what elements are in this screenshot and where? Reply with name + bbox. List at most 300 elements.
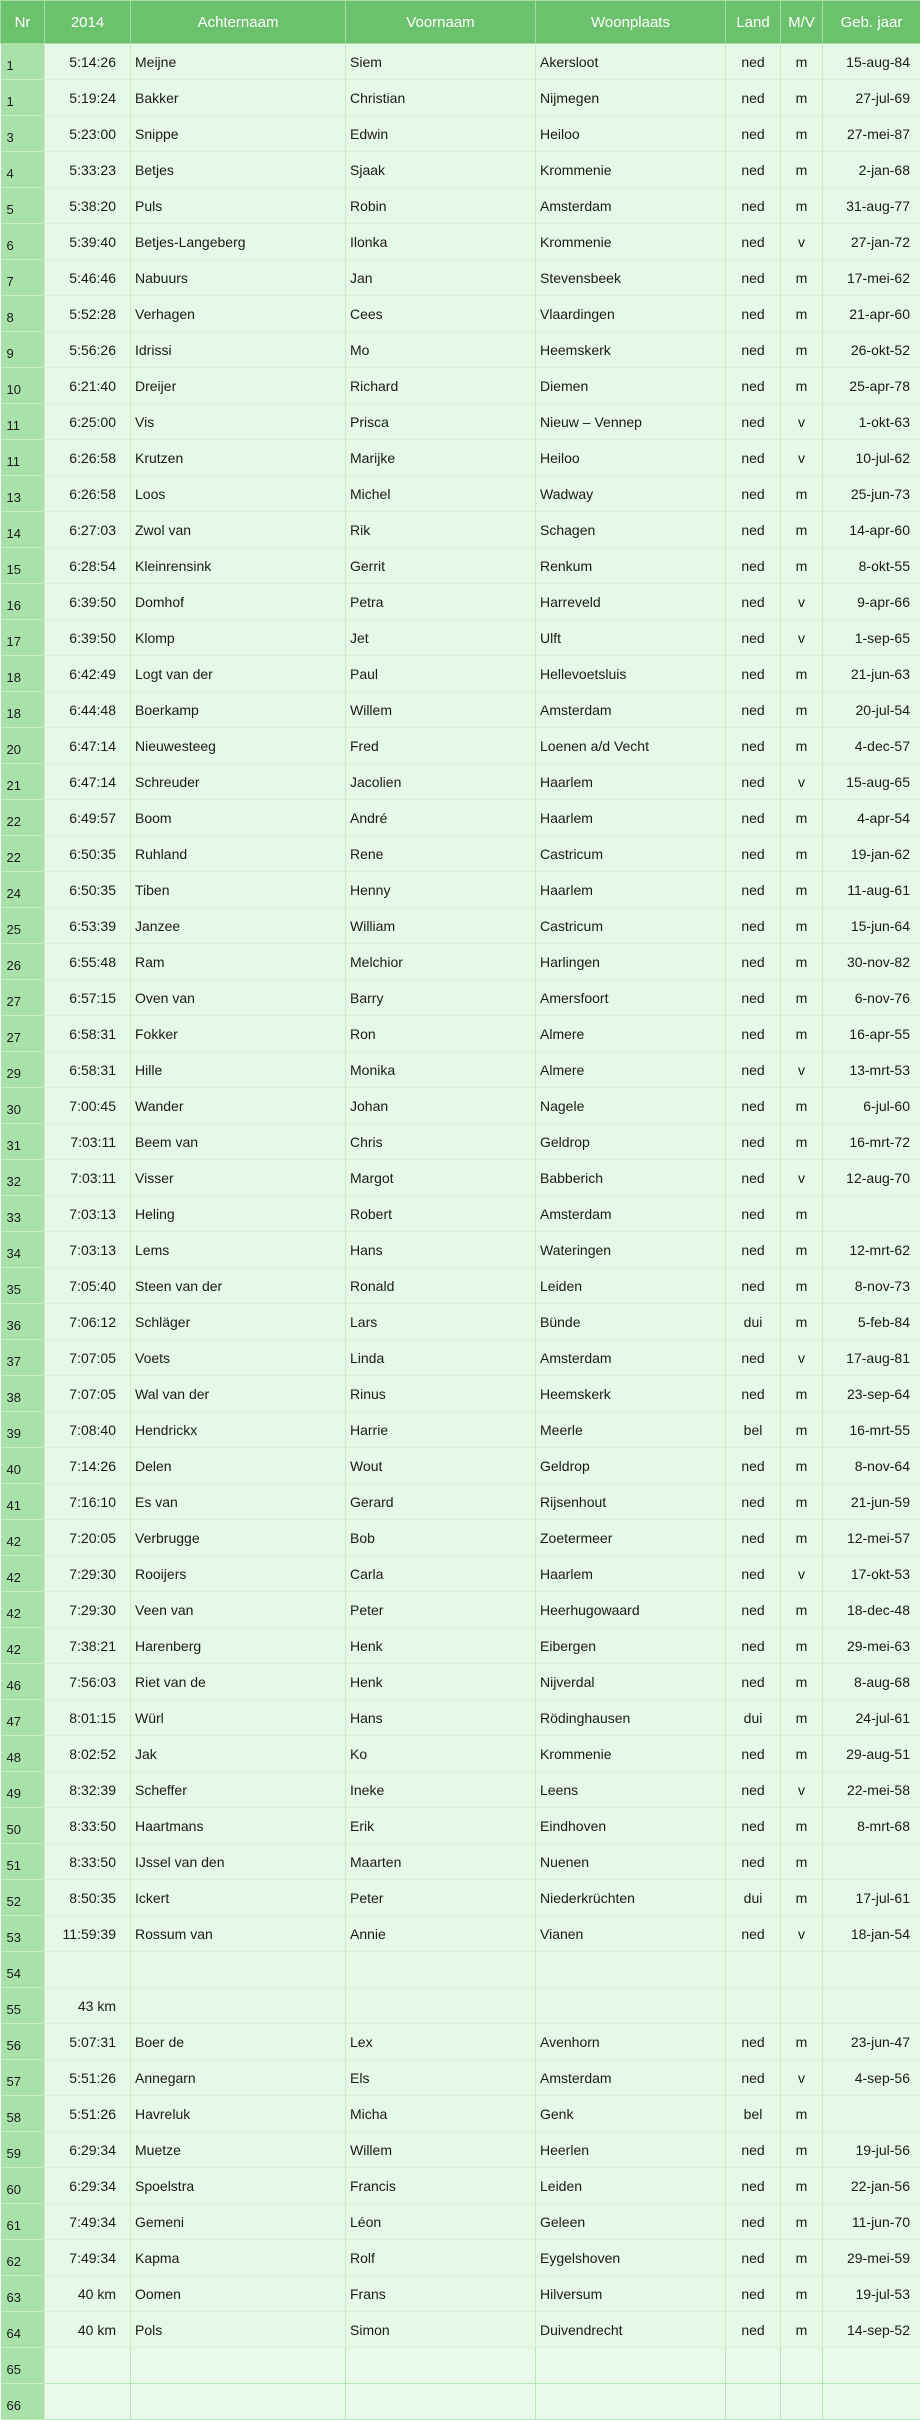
cell-land: ned <box>726 620 781 656</box>
cell-geb-jaar: 8-mrt-68 <box>823 1808 920 1844</box>
table-row <box>1 116 920 152</box>
cell-woonplaats: Krommenie <box>536 224 726 260</box>
cell-time: 6:26:58 <box>45 476 131 512</box>
cell-geb-jaar: 20-jul-54 <box>823 692 920 728</box>
cell-achternaam: Oven van <box>131 980 346 1016</box>
cell-voornaam: Wout <box>346 1448 536 1484</box>
cell-achternaam <box>131 2348 346 2384</box>
cell-geb-jaar: 11-aug-61 <box>823 872 920 908</box>
cell-nr: 9 <box>1 332 45 368</box>
cell-nr: 30 <box>1 1088 45 1124</box>
cell-nr: 34 <box>1 1232 45 1268</box>
cell-voornaam: Jet <box>346 620 536 656</box>
cell-time: 6:39:50 <box>45 620 131 656</box>
cell-time: 7:07:05 <box>45 1340 131 1376</box>
cell-time: 7:38:21 <box>45 1628 131 1664</box>
cell-achternaam: Domhof <box>131 584 346 620</box>
cell-mv <box>781 2348 823 2384</box>
cell-nr: 37 <box>1 1340 45 1376</box>
cell-woonplaats: Renkum <box>536 548 726 584</box>
cell-nr: 7 <box>1 260 45 296</box>
cell-voornaam: Ineke <box>346 1772 536 1808</box>
cell-achternaam: Es van <box>131 1484 346 1520</box>
cell-achternaam: Visser <box>131 1160 346 1196</box>
cell-nr: 36 <box>1 1304 45 1340</box>
cell-time: 8:32:39 <box>45 1772 131 1808</box>
cell-achternaam: Ickert <box>131 1880 346 1916</box>
cell-achternaam: Snippe <box>131 116 346 152</box>
header-woonplaats: Woonplaats <box>536 1 726 44</box>
cell-land: ned <box>726 1376 781 1412</box>
cell-nr: 39 <box>1 1412 45 1448</box>
cell-nr: 27 <box>1 1016 45 1052</box>
table-row <box>1 260 920 296</box>
cell-achternaam: Haartmans <box>131 1808 346 1844</box>
cell-time: 40 km <box>45 2276 131 2312</box>
table-row <box>1 2132 920 2168</box>
cell-geb-jaar: 4-apr-54 <box>823 800 920 836</box>
cell-geb-jaar: 24-jul-61 <box>823 1700 920 1736</box>
cell-voornaam <box>346 1952 536 1988</box>
cell-land: ned <box>726 80 781 116</box>
cell-mv <box>781 1988 823 2024</box>
cell-geb-jaar: 4-dec-57 <box>823 728 920 764</box>
cell-land: ned <box>726 980 781 1016</box>
cell-achternaam: Klomp <box>131 620 346 656</box>
cell-time: 6:50:35 <box>45 872 131 908</box>
cell-geb-jaar: 8-okt-55 <box>823 548 920 584</box>
cell-land: ned <box>726 1124 781 1160</box>
cell-mv: m <box>781 1376 823 1412</box>
cell-mv: m <box>781 1484 823 1520</box>
cell-geb-jaar: 4-sep-56 <box>823 2060 920 2096</box>
cell-woonplaats: Ulft <box>536 620 726 656</box>
cell-land: ned <box>726 728 781 764</box>
cell-time: 7:29:30 <box>45 1592 131 1628</box>
table-row <box>1 368 920 404</box>
cell-woonplaats: Haarlem <box>536 1556 726 1592</box>
cell-time: 7:03:13 <box>45 1232 131 1268</box>
cell-woonplaats: Wadway <box>536 476 726 512</box>
cell-achternaam: Zwol van <box>131 512 346 548</box>
cell-woonplaats: Bünde <box>536 1304 726 1340</box>
cell-geb-jaar: 27-mei-87 <box>823 116 920 152</box>
cell-mv: v <box>781 404 823 440</box>
cell-mv: m <box>781 2096 823 2132</box>
cell-voornaam: Frans <box>346 2276 536 2312</box>
table-row <box>1 1016 920 1052</box>
table-row <box>1 512 920 548</box>
table-row <box>1 1052 920 1088</box>
cell-mv: m <box>781 1448 823 1484</box>
cell-geb-jaar: 16-mrt-72 <box>823 1124 920 1160</box>
cell-geb-jaar: 26-okt-52 <box>823 332 920 368</box>
cell-achternaam: Muetze <box>131 2132 346 2168</box>
cell-land <box>726 2384 781 2420</box>
cell-time: 7:05:40 <box>45 1268 131 1304</box>
cell-achternaam: Boom <box>131 800 346 836</box>
cell-mv: v <box>781 1340 823 1376</box>
cell-voornaam: Rik <box>346 512 536 548</box>
cell-nr: 4 <box>1 152 45 188</box>
cell-woonplaats: Nijverdal <box>536 1664 726 1700</box>
cell-nr: 29 <box>1 1052 45 1088</box>
cell-achternaam: Jak <box>131 1736 346 1772</box>
cell-geb-jaar: 23-jun-47 <box>823 2024 920 2060</box>
cell-land: ned <box>726 512 781 548</box>
cell-mv: m <box>781 368 823 404</box>
cell-mv: v <box>781 1916 823 1952</box>
cell-land: ned <box>726 944 781 980</box>
cell-woonplaats: Heemskerk <box>536 332 726 368</box>
cell-mv: m <box>781 260 823 296</box>
cell-land: ned <box>726 1232 781 1268</box>
cell-time: 6:42:49 <box>45 656 131 692</box>
cell-achternaam: Scheffer <box>131 1772 346 1808</box>
table-row <box>1 2384 920 2420</box>
cell-nr: 15 <box>1 548 45 584</box>
cell-voornaam: Linda <box>346 1340 536 1376</box>
cell-woonplaats: Eindhoven <box>536 1808 726 1844</box>
cell-land: ned <box>726 2132 781 2168</box>
cell-nr: 50 <box>1 1808 45 1844</box>
table-row <box>1 1196 920 1232</box>
cell-mv: m <box>781 44 823 80</box>
cell-nr: 18 <box>1 692 45 728</box>
table-row <box>1 584 920 620</box>
cell-mv: m <box>781 548 823 584</box>
cell-woonplaats: Krommenie <box>536 152 726 188</box>
cell-land: ned <box>726 692 781 728</box>
table-row <box>1 440 920 476</box>
cell-time: 6:49:57 <box>45 800 131 836</box>
table-row <box>1 1304 920 1340</box>
cell-time: 7:08:40 <box>45 1412 131 1448</box>
cell-voornaam: Willem <box>346 692 536 728</box>
cell-mv: m <box>781 152 823 188</box>
cell-mv: v <box>781 2060 823 2096</box>
cell-nr: 42 <box>1 1556 45 1592</box>
cell-geb-jaar: 31-aug-77 <box>823 188 920 224</box>
header-achternaam: Achternaam <box>131 1 346 44</box>
cell-time: 8:02:52 <box>45 1736 131 1772</box>
table-row <box>1 2168 920 2204</box>
cell-mv: m <box>781 512 823 548</box>
cell-mv: m <box>781 2024 823 2060</box>
cell-time: 5:23:00 <box>45 116 131 152</box>
cell-woonplaats: Rödinghausen <box>536 1700 726 1736</box>
cell-achternaam: Riet van de <box>131 1664 346 1700</box>
cell-land: ned <box>726 1448 781 1484</box>
cell-achternaam: Betjes-Langeberg <box>131 224 346 260</box>
cell-land: ned <box>726 1052 781 1088</box>
cell-nr: 66 <box>1 2384 45 2420</box>
cell-geb-jaar: 15-aug-65 <box>823 764 920 800</box>
cell-time: 7:56:03 <box>45 1664 131 1700</box>
cell-voornaam <box>346 2348 536 2384</box>
table-row <box>1 1844 920 1880</box>
cell-land: ned <box>726 1736 781 1772</box>
cell-geb-jaar: 29-aug-51 <box>823 1736 920 1772</box>
cell-time: 5:33:23 <box>45 152 131 188</box>
cell-mv: v <box>781 1772 823 1808</box>
cell-land <box>726 2348 781 2384</box>
cell-time: 7:16:10 <box>45 1484 131 1520</box>
cell-mv: v <box>781 620 823 656</box>
cell-achternaam: Harenberg <box>131 1628 346 1664</box>
cell-time: 7:03:11 <box>45 1124 131 1160</box>
cell-woonplaats: Nagele <box>536 1088 726 1124</box>
cell-nr: 53 <box>1 1916 45 1952</box>
cell-voornaam: Margot <box>346 1160 536 1196</box>
cell-mv: m <box>781 1808 823 1844</box>
cell-achternaam: Dreijer <box>131 368 346 404</box>
cell-voornaam: Jan <box>346 260 536 296</box>
cell-time: 7:14:26 <box>45 1448 131 1484</box>
table-row <box>1 1340 920 1376</box>
cell-geb-jaar: 25-jun-73 <box>823 476 920 512</box>
cell-mv: m <box>781 800 823 836</box>
cell-achternaam: Beem van <box>131 1124 346 1160</box>
cell-voornaam: Rolf <box>346 2240 536 2276</box>
table-row <box>1 1592 920 1628</box>
cell-mv <box>781 2384 823 2420</box>
header-mv: M/V <box>781 1 823 44</box>
cell-achternaam: Havreluk <box>131 2096 346 2132</box>
cell-voornaam: Hans <box>346 1232 536 1268</box>
cell-nr: 38 <box>1 1376 45 1412</box>
cell-nr: 33 <box>1 1196 45 1232</box>
cell-voornaam: Léon <box>346 2204 536 2240</box>
cell-land: dui <box>726 1304 781 1340</box>
cell-nr: 42 <box>1 1628 45 1664</box>
cell-mv: m <box>781 2204 823 2240</box>
cell-geb-jaar: 19-jan-62 <box>823 836 920 872</box>
table-row <box>1 1232 920 1268</box>
cell-voornaam: Carla <box>346 1556 536 1592</box>
cell-time: 8:01:15 <box>45 1700 131 1736</box>
cell-time: 6:21:40 <box>45 368 131 404</box>
cell-voornaam: Erik <box>346 1808 536 1844</box>
cell-geb-jaar: 17-aug-81 <box>823 1340 920 1376</box>
cell-nr: 65 <box>1 2348 45 2384</box>
cell-woonplaats: Eygelshoven <box>536 2240 726 2276</box>
cell-mv: m <box>781 656 823 692</box>
cell-geb-jaar: 10-jul-62 <box>823 440 920 476</box>
cell-land: ned <box>726 2276 781 2312</box>
cell-woonplaats: Amsterdam <box>536 1196 726 1232</box>
cell-geb-jaar: 8-nov-73 <box>823 1268 920 1304</box>
cell-woonplaats: Geldrop <box>536 1124 726 1160</box>
cell-nr: 56 <box>1 2024 45 2060</box>
cell-achternaam: Heling <box>131 1196 346 1232</box>
cell-nr: 62 <box>1 2240 45 2276</box>
cell-achternaam: Ram <box>131 944 346 980</box>
cell-land: ned <box>726 1088 781 1124</box>
header-row <box>1 1 920 44</box>
cell-geb-jaar: 8-nov-64 <box>823 1448 920 1484</box>
cell-land: ned <box>726 404 781 440</box>
cell-time: 5:14:26 <box>45 44 131 80</box>
cell-mv: m <box>781 2312 823 2348</box>
cell-land <box>726 1952 781 1988</box>
cell-achternaam: Schreuder <box>131 764 346 800</box>
cell-woonplaats <box>536 2384 726 2420</box>
cell-land: dui <box>726 1700 781 1736</box>
cell-time <box>45 2348 131 2384</box>
cell-nr: 22 <box>1 800 45 836</box>
table-row <box>1 332 920 368</box>
cell-mv: m <box>781 2276 823 2312</box>
table-row <box>1 224 920 260</box>
cell-time: 6:27:03 <box>45 512 131 548</box>
cell-land: bel <box>726 1412 781 1448</box>
cell-achternaam: Logt van der <box>131 656 346 692</box>
cell-time: 8:50:35 <box>45 1880 131 1916</box>
cell-voornaam: Gerrit <box>346 548 536 584</box>
cell-woonplaats: Heemskerk <box>536 1376 726 1412</box>
cell-achternaam <box>131 1988 346 2024</box>
cell-woonplaats: Heiloo <box>536 116 726 152</box>
cell-voornaam: Rinus <box>346 1376 536 1412</box>
cell-woonplaats: Zoetermeer <box>536 1520 726 1556</box>
cell-achternaam: Tiben <box>131 872 346 908</box>
cell-voornaam: Marijke <box>346 440 536 476</box>
cell-mv: v <box>781 1160 823 1196</box>
table-row <box>1 2060 920 2096</box>
table-row <box>1 1772 920 1808</box>
cell-voornaam: Henk <box>346 1664 536 1700</box>
cell-land: ned <box>726 296 781 332</box>
cell-time: 5:52:28 <box>45 296 131 332</box>
cell-land: ned <box>726 548 781 584</box>
cell-woonplaats <box>536 2348 726 2384</box>
cell-voornaam: Richard <box>346 368 536 404</box>
cell-geb-jaar: 27-jan-72 <box>823 224 920 260</box>
cell-woonplaats: Castricum <box>536 908 726 944</box>
cell-geb-jaar: 21-jun-63 <box>823 656 920 692</box>
cell-voornaam: Paul <box>346 656 536 692</box>
cell-land: ned <box>726 1844 781 1880</box>
cell-mv: v <box>781 1556 823 1592</box>
cell-nr: 11 <box>1 404 45 440</box>
cell-achternaam: Veen van <box>131 1592 346 1628</box>
cell-geb-jaar <box>823 2348 920 2384</box>
cell-achternaam: Bakker <box>131 80 346 116</box>
cell-geb-jaar <box>823 2384 920 2420</box>
header-geb-jaar: Geb. jaar <box>823 1 920 44</box>
cell-voornaam: Robert <box>346 1196 536 1232</box>
cell-woonplaats: Amsterdam <box>536 188 726 224</box>
cell-time: 6:53:39 <box>45 908 131 944</box>
cell-woonplaats: Harreveld <box>536 584 726 620</box>
table-row <box>1 1952 920 1988</box>
cell-geb-jaar: 17-mei-62 <box>823 260 920 296</box>
table-row <box>1 2096 920 2132</box>
table-row <box>1 1160 920 1196</box>
cell-nr: 18 <box>1 656 45 692</box>
cell-nr: 41 <box>1 1484 45 1520</box>
cell-geb-jaar: 21-apr-60 <box>823 296 920 332</box>
cell-mv: m <box>781 116 823 152</box>
cell-mv: m <box>781 2168 823 2204</box>
cell-voornaam: Peter <box>346 1880 536 1916</box>
cell-nr: 55 <box>1 1988 45 2024</box>
cell-voornaam: Simon <box>346 2312 536 2348</box>
cell-nr: 61 <box>1 2204 45 2240</box>
cell-achternaam: Gemeni <box>131 2204 346 2240</box>
cell-mv: m <box>781 692 823 728</box>
cell-time: 6:28:54 <box>45 548 131 584</box>
cell-geb-jaar: 16-mrt-55 <box>823 1412 920 1448</box>
cell-geb-jaar <box>823 1952 920 1988</box>
cell-geb-jaar <box>823 1988 920 2024</box>
cell-voornaam: Bob <box>346 1520 536 1556</box>
cell-land: ned <box>726 2204 781 2240</box>
table-row <box>1 728 920 764</box>
cell-time: 8:33:50 <box>45 1844 131 1880</box>
table-row <box>1 1268 920 1304</box>
cell-geb-jaar: 22-jan-56 <box>823 2168 920 2204</box>
table-row <box>1 1448 920 1484</box>
cell-time: 43 km <box>45 1988 131 2024</box>
cell-mv: m <box>781 836 823 872</box>
cell-achternaam <box>131 2384 346 2420</box>
cell-voornaam: Hans <box>346 1700 536 1736</box>
table-row <box>1 1412 920 1448</box>
cell-mv: m <box>781 1016 823 1052</box>
cell-nr: 24 <box>1 872 45 908</box>
cell-geb-jaar <box>823 1844 920 1880</box>
cell-woonplaats: Krommenie <box>536 1736 726 1772</box>
cell-land: ned <box>726 656 781 692</box>
cell-land: ned <box>726 908 781 944</box>
cell-time: 6:58:31 <box>45 1052 131 1088</box>
cell-geb-jaar: 18-dec-48 <box>823 1592 920 1628</box>
cell-woonplaats: Stevensbeek <box>536 260 726 296</box>
cell-land: ned <box>726 368 781 404</box>
table-row <box>1 296 920 332</box>
cell-mv: m <box>781 1664 823 1700</box>
cell-nr: 54 <box>1 1952 45 1988</box>
table-row <box>1 980 920 1016</box>
cell-achternaam: Kleinrensink <box>131 548 346 584</box>
cell-geb-jaar: 11-jun-70 <box>823 2204 920 2240</box>
cell-voornaam: Jacolien <box>346 764 536 800</box>
cell-achternaam: Voets <box>131 1340 346 1376</box>
cell-achternaam: Janzee <box>131 908 346 944</box>
cell-achternaam: Verbrugge <box>131 1520 346 1556</box>
cell-voornaam: Francis <box>346 2168 536 2204</box>
cell-time: 6:29:34 <box>45 2168 131 2204</box>
cell-geb-jaar: 17-okt-53 <box>823 1556 920 1592</box>
cell-time: 7:03:13 <box>45 1196 131 1232</box>
cell-land: ned <box>726 1484 781 1520</box>
cell-geb-jaar: 21-jun-59 <box>823 1484 920 1520</box>
cell-woonplaats: Leens <box>536 1772 726 1808</box>
table-row <box>1 188 920 224</box>
cell-land: ned <box>726 1556 781 1592</box>
table-row <box>1 944 920 980</box>
cell-voornaam <box>346 2384 536 2420</box>
table-row <box>1 2024 920 2060</box>
table-row <box>1 1520 920 1556</box>
cell-land: ned <box>726 260 781 296</box>
cell-achternaam: Betjes <box>131 152 346 188</box>
cell-woonplaats: Schagen <box>536 512 726 548</box>
cell-achternaam: Idrissi <box>131 332 346 368</box>
cell-time: 7:00:45 <box>45 1088 131 1124</box>
